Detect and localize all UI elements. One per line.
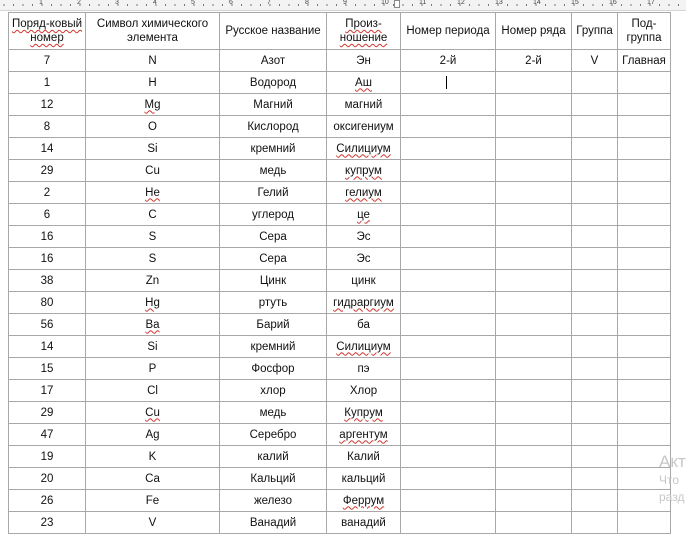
cell-pronunciation[interactable]: Калий xyxy=(327,446,401,468)
cell-symbol[interactable]: Zn xyxy=(86,270,220,292)
header-row-number[interactable]: Номер ряда xyxy=(496,13,572,50)
horizontal-ruler[interactable] xyxy=(0,0,686,11)
cell-row-number[interactable] xyxy=(496,116,572,138)
cell-subgroup[interactable] xyxy=(618,424,671,446)
cell-period[interactable] xyxy=(401,226,496,248)
cell-period[interactable] xyxy=(401,292,496,314)
cell-name[interactable]: Кислород xyxy=(220,116,327,138)
cell-group[interactable] xyxy=(572,336,618,358)
table-row xyxy=(9,50,671,72)
header-pronunciation[interactable]: Произ-ношение xyxy=(327,13,401,50)
cell-pronunciation[interactable] xyxy=(327,138,401,160)
cell-ordinal[interactable]: 14 xyxy=(9,138,86,160)
cell-symbol[interactable]: Si xyxy=(86,138,220,160)
cell-pronunciation[interactable] xyxy=(327,160,401,182)
cell-subgroup[interactable] xyxy=(618,314,671,336)
cell-ordinal[interactable]: 15 xyxy=(9,358,86,380)
cell-period[interactable] xyxy=(401,248,496,270)
cell-group[interactable] xyxy=(572,468,618,490)
cell-subgroup[interactable] xyxy=(618,138,671,160)
watermark-line: разд xyxy=(659,490,685,504)
cell-symbol[interactable]: V xyxy=(86,512,220,534)
ruler-number: 12 xyxy=(457,0,465,6)
cell-ordinal[interactable]: 23 xyxy=(9,512,86,534)
cell-name[interactable]: железо xyxy=(220,490,327,512)
cell-row-number[interactable] xyxy=(496,138,572,160)
table-row xyxy=(9,270,671,292)
cell-ordinal[interactable]: 1 xyxy=(9,72,86,94)
cell-name[interactable]: медь xyxy=(220,402,327,424)
cell-symbol[interactable] xyxy=(86,314,220,336)
cell-symbol[interactable]: Cl xyxy=(86,380,220,402)
ruler-number: 4 xyxy=(153,0,157,6)
cell-text: гидраргиум xyxy=(333,296,394,309)
cell-group[interactable] xyxy=(572,358,618,380)
header-russian-name[interactable]: Русское название xyxy=(220,13,327,50)
cell-row-number[interactable] xyxy=(496,336,572,358)
cell-text: гелиум xyxy=(345,186,382,199)
ruler-number: 10 xyxy=(381,0,389,6)
cell-row-number[interactable] xyxy=(496,358,572,380)
cell-group[interactable]: V xyxy=(572,50,618,72)
cell-pronunciation[interactable] xyxy=(327,292,401,314)
cell-ordinal[interactable]: 16 xyxy=(9,226,86,248)
cell-name[interactable]: Кальций xyxy=(220,468,327,490)
ruler-number: 7 xyxy=(267,0,271,6)
cell-name[interactable]: Сера xyxy=(220,226,327,248)
cell-period[interactable] xyxy=(401,182,496,204)
cell-group[interactable] xyxy=(572,248,618,270)
cell-ordinal[interactable]: 16 xyxy=(9,248,86,270)
ruler-number: 15 xyxy=(571,0,579,6)
table-row xyxy=(9,72,671,94)
cell-group[interactable] xyxy=(572,138,618,160)
cell-subgroup[interactable] xyxy=(618,72,671,94)
table-row xyxy=(9,204,671,226)
cell-ordinal[interactable]: 29 xyxy=(9,160,86,182)
cell-period[interactable] xyxy=(401,138,496,160)
cell-row-number[interactable] xyxy=(496,468,572,490)
cell-pronunciation[interactable] xyxy=(327,72,401,94)
cell-period[interactable] xyxy=(401,270,496,292)
cell-name[interactable]: Магний xyxy=(220,94,327,116)
ruler-number: 8 xyxy=(305,0,309,6)
table-row xyxy=(9,468,671,490)
cell-row-number[interactable] xyxy=(496,94,572,116)
cell-period[interactable] xyxy=(401,468,496,490)
ruler-number: 17 xyxy=(647,0,655,6)
cell-row-number[interactable] xyxy=(496,380,572,402)
ruler-number: 2 xyxy=(77,0,81,6)
cell-text: Силициум xyxy=(336,142,391,155)
cell-subgroup[interactable] xyxy=(618,490,671,512)
cell-group[interactable] xyxy=(572,204,618,226)
cell-row-number[interactable] xyxy=(496,72,572,94)
cell-subgroup[interactable]: Главная xyxy=(618,50,671,72)
cell-symbol[interactable]: N xyxy=(86,50,220,72)
cell-pronunciation[interactable] xyxy=(327,490,401,512)
cell-period[interactable] xyxy=(401,512,496,534)
ruler-number: 3 xyxy=(115,0,119,6)
cell-period[interactable] xyxy=(401,446,496,468)
cell-period[interactable] xyxy=(401,402,496,424)
cell-group[interactable] xyxy=(572,116,618,138)
cell-symbol[interactable] xyxy=(86,182,220,204)
table-row xyxy=(9,226,671,248)
cell-ordinal[interactable]: 26 xyxy=(9,490,86,512)
cell-group[interactable] xyxy=(572,424,618,446)
cell-row-number[interactable] xyxy=(496,314,572,336)
cell-row-number[interactable] xyxy=(496,424,572,446)
cell-symbol[interactable] xyxy=(86,402,220,424)
ruler-number: 14 xyxy=(533,0,541,6)
cell-text: Ba xyxy=(145,318,160,331)
watermark-title: Акт xyxy=(659,452,686,471)
cell-symbol[interactable] xyxy=(86,94,220,116)
table-row xyxy=(9,380,671,402)
header-subgroup[interactable]: Под-группа xyxy=(618,13,671,50)
cell-name[interactable]: Водород xyxy=(220,72,327,94)
cell-name[interactable]: Азот xyxy=(220,50,327,72)
cell-group[interactable] xyxy=(572,314,618,336)
cell-ordinal[interactable]: 20 xyxy=(9,468,86,490)
cell-pronunciation[interactable]: пэ xyxy=(327,358,401,380)
cell-symbol[interactable]: Fe xyxy=(86,490,220,512)
cell-ordinal[interactable]: 14 xyxy=(9,336,86,358)
watermark-line: Что xyxy=(659,473,680,487)
cell-period[interactable]: 2-й xyxy=(401,50,496,72)
cell-period[interactable] xyxy=(401,116,496,138)
cell-name[interactable]: Серебро xyxy=(220,424,327,446)
cell-pronunciation[interactable]: ванадий xyxy=(327,512,401,534)
cell-text: Hg xyxy=(145,296,160,309)
cell-pronunciation[interactable] xyxy=(327,402,401,424)
table-row xyxy=(9,446,671,468)
cell-text: Купрум xyxy=(344,406,383,419)
header-period-number[interactable]: Номер периода xyxy=(401,13,496,50)
cell-ordinal[interactable]: 80 xyxy=(9,292,86,314)
ruler-number: 11 xyxy=(419,0,427,6)
cell-group[interactable] xyxy=(572,160,618,182)
cell-subgroup[interactable] xyxy=(618,292,671,314)
cell-text: купрум xyxy=(345,164,382,177)
cell-pronunciation[interactable] xyxy=(327,204,401,226)
table-row xyxy=(9,314,671,336)
header-ordinal-number[interactable]: Поряд-ковый номер xyxy=(9,13,86,50)
cell-row-number[interactable] xyxy=(496,182,572,204)
cell-symbol[interactable]: O xyxy=(86,116,220,138)
cell-pronunciation[interactable]: оксигениум xyxy=(327,116,401,138)
cell-name[interactable]: ртуть xyxy=(220,292,327,314)
cell-text: Силициум xyxy=(336,340,391,353)
cell-text: Аш xyxy=(355,76,372,89)
cell-text: це xyxy=(357,208,370,221)
cell-subgroup[interactable] xyxy=(618,468,671,490)
ruler-indent-marker[interactable] xyxy=(394,0,400,8)
ruler-number: 13 xyxy=(495,0,503,6)
cell-symbol[interactable] xyxy=(86,292,220,314)
cell-symbol[interactable]: Si xyxy=(86,336,220,358)
cell-name[interactable]: кремний xyxy=(220,138,327,160)
cell-period[interactable] xyxy=(401,72,496,94)
document-page[interactable] xyxy=(8,12,671,534)
cell-subgroup[interactable] xyxy=(618,402,671,424)
cell-subgroup[interactable] xyxy=(618,358,671,380)
cell-subgroup[interactable] xyxy=(618,380,671,402)
cell-subgroup[interactable] xyxy=(618,446,671,468)
cell-subgroup[interactable] xyxy=(618,248,671,270)
cell-name[interactable]: Ванадий xyxy=(220,512,327,534)
cell-ordinal[interactable]: 2 xyxy=(9,182,86,204)
cell-ordinal[interactable]: 38 xyxy=(9,270,86,292)
cell-name[interactable]: калий xyxy=(220,446,327,468)
cell-text: Феррум xyxy=(342,494,385,507)
cell-pronunciation[interactable]: магний xyxy=(327,94,401,116)
cell-period[interactable] xyxy=(401,336,496,358)
cell-subgroup[interactable] xyxy=(618,336,671,358)
cell-ordinal[interactable]: 56 xyxy=(9,314,86,336)
cell-group[interactable] xyxy=(572,512,618,534)
header-group[interactable]: Группа xyxy=(572,13,618,50)
cell-row-number[interactable] xyxy=(496,512,572,534)
cell-ordinal[interactable]: 8 xyxy=(9,116,86,138)
table-row xyxy=(9,116,671,138)
cell-subgroup[interactable] xyxy=(618,94,671,116)
cell-name[interactable]: хлор xyxy=(220,380,327,402)
cell-subgroup[interactable] xyxy=(618,204,671,226)
cell-period[interactable] xyxy=(401,204,496,226)
cell-pronunciation[interactable]: ба xyxy=(327,314,401,336)
cell-symbol[interactable]: S xyxy=(86,226,220,248)
cell-period[interactable] xyxy=(401,314,496,336)
cell-symbol[interactable]: S xyxy=(86,248,220,270)
cell-group[interactable] xyxy=(572,402,618,424)
cell-group[interactable] xyxy=(572,490,618,512)
table-row xyxy=(9,138,671,160)
cell-row-number[interactable] xyxy=(496,490,572,512)
cell-symbol[interactable]: Ag xyxy=(86,424,220,446)
cell-period[interactable] xyxy=(401,358,496,380)
cell-name[interactable]: Барий xyxy=(220,314,327,336)
cell-ordinal[interactable]: 17 xyxy=(9,380,86,402)
cell-subgroup[interactable] xyxy=(618,512,671,534)
cell-text: Mg xyxy=(144,98,161,111)
cell-pronunciation[interactable]: кальций xyxy=(327,468,401,490)
cell-subgroup[interactable] xyxy=(618,182,671,204)
table-row xyxy=(9,94,671,116)
cell-row-number[interactable] xyxy=(496,248,572,270)
cell-symbol[interactable]: C xyxy=(86,204,220,226)
cell-symbol[interactable]: Cu xyxy=(86,160,220,182)
cell-name[interactable]: Сера xyxy=(220,248,327,270)
table-row xyxy=(9,292,671,314)
table-row xyxy=(9,336,671,358)
cell-ordinal[interactable]: 47 xyxy=(9,424,86,446)
cell-name[interactable]: Цинк xyxy=(220,270,327,292)
cell-row-number[interactable] xyxy=(496,226,572,248)
cell-group[interactable] xyxy=(572,270,618,292)
cell-symbol[interactable]: P xyxy=(86,358,220,380)
table-row xyxy=(9,512,671,534)
table-row xyxy=(9,424,671,446)
cell-pronunciation[interactable]: цинк xyxy=(327,270,401,292)
table-row xyxy=(9,160,671,182)
cell-group[interactable] xyxy=(572,446,618,468)
cell-group[interactable] xyxy=(572,292,618,314)
cell-name[interactable]: медь xyxy=(220,160,327,182)
cell-name[interactable]: кремний xyxy=(220,336,327,358)
ruler-number: 1 xyxy=(39,0,43,6)
cell-period[interactable] xyxy=(401,490,496,512)
cell-text: аргентум xyxy=(339,428,388,441)
cell-subgroup[interactable] xyxy=(618,116,671,138)
cell-group[interactable] xyxy=(572,72,618,94)
table-row xyxy=(9,402,671,424)
cell-ordinal[interactable]: 19 xyxy=(9,446,86,468)
cell-pronunciation[interactable] xyxy=(327,336,401,358)
cell-symbol[interactable]: Ca xyxy=(86,468,220,490)
cell-period[interactable] xyxy=(401,160,496,182)
cell-name[interactable]: Фосфор xyxy=(220,358,327,380)
ruler-number: 5 xyxy=(191,0,195,6)
ruler-number: 6 xyxy=(229,0,233,6)
cell-period[interactable] xyxy=(401,94,496,116)
cell-pronunciation[interactable]: Эс xyxy=(327,248,401,270)
table-row xyxy=(9,490,671,512)
cell-subgroup[interactable] xyxy=(618,226,671,248)
cell-group[interactable] xyxy=(572,182,618,204)
cell-period[interactable] xyxy=(401,380,496,402)
cell-row-number[interactable] xyxy=(496,204,572,226)
cell-pronunciation[interactable]: Эс xyxy=(327,226,401,248)
ruler-number: 9 xyxy=(343,0,347,6)
cell-group[interactable] xyxy=(572,94,618,116)
cell-subgroup[interactable] xyxy=(618,160,671,182)
cell-symbol[interactable]: K xyxy=(86,446,220,468)
cell-text: Cu xyxy=(145,406,160,419)
cell-row-number[interactable] xyxy=(496,402,572,424)
cell-row-number[interactable]: 2-й xyxy=(496,50,572,72)
cell-group[interactable] xyxy=(572,226,618,248)
cell-period[interactable] xyxy=(401,424,496,446)
cell-row-number[interactable] xyxy=(496,270,572,292)
elements-table[interactable] xyxy=(8,12,671,534)
cell-row-number[interactable] xyxy=(496,160,572,182)
cell-ordinal[interactable]: 12 xyxy=(9,94,86,116)
cell-pronunciation[interactable] xyxy=(327,424,401,446)
cell-name[interactable]: углерод xyxy=(220,204,327,226)
cell-symbol[interactable]: H xyxy=(86,72,220,94)
header-chemical-symbol[interactable]: Символ химического элемента xyxy=(86,13,220,50)
cell-pronunciation[interactable]: Эн xyxy=(327,50,401,72)
cell-subgroup[interactable] xyxy=(618,270,671,292)
table-header-row xyxy=(9,13,671,50)
cell-name[interactable]: Гелий xyxy=(220,182,327,204)
table-row xyxy=(9,358,671,380)
cell-ordinal[interactable]: 6 xyxy=(9,204,86,226)
ruler-number: 16 xyxy=(609,0,617,6)
cell-group[interactable] xyxy=(572,380,618,402)
cell-ordinal[interactable]: 7 xyxy=(9,50,86,72)
cell-row-number[interactable] xyxy=(496,292,572,314)
cell-ordinal[interactable]: 29 xyxy=(9,402,86,424)
table-row xyxy=(9,182,671,204)
table-row xyxy=(9,248,671,270)
text-cursor xyxy=(446,76,447,89)
cell-text: He xyxy=(145,186,160,199)
cell-row-number[interactable] xyxy=(496,446,572,468)
cell-pronunciation[interactable] xyxy=(327,182,401,204)
cell-pronunciation[interactable]: Хлор xyxy=(327,380,401,402)
